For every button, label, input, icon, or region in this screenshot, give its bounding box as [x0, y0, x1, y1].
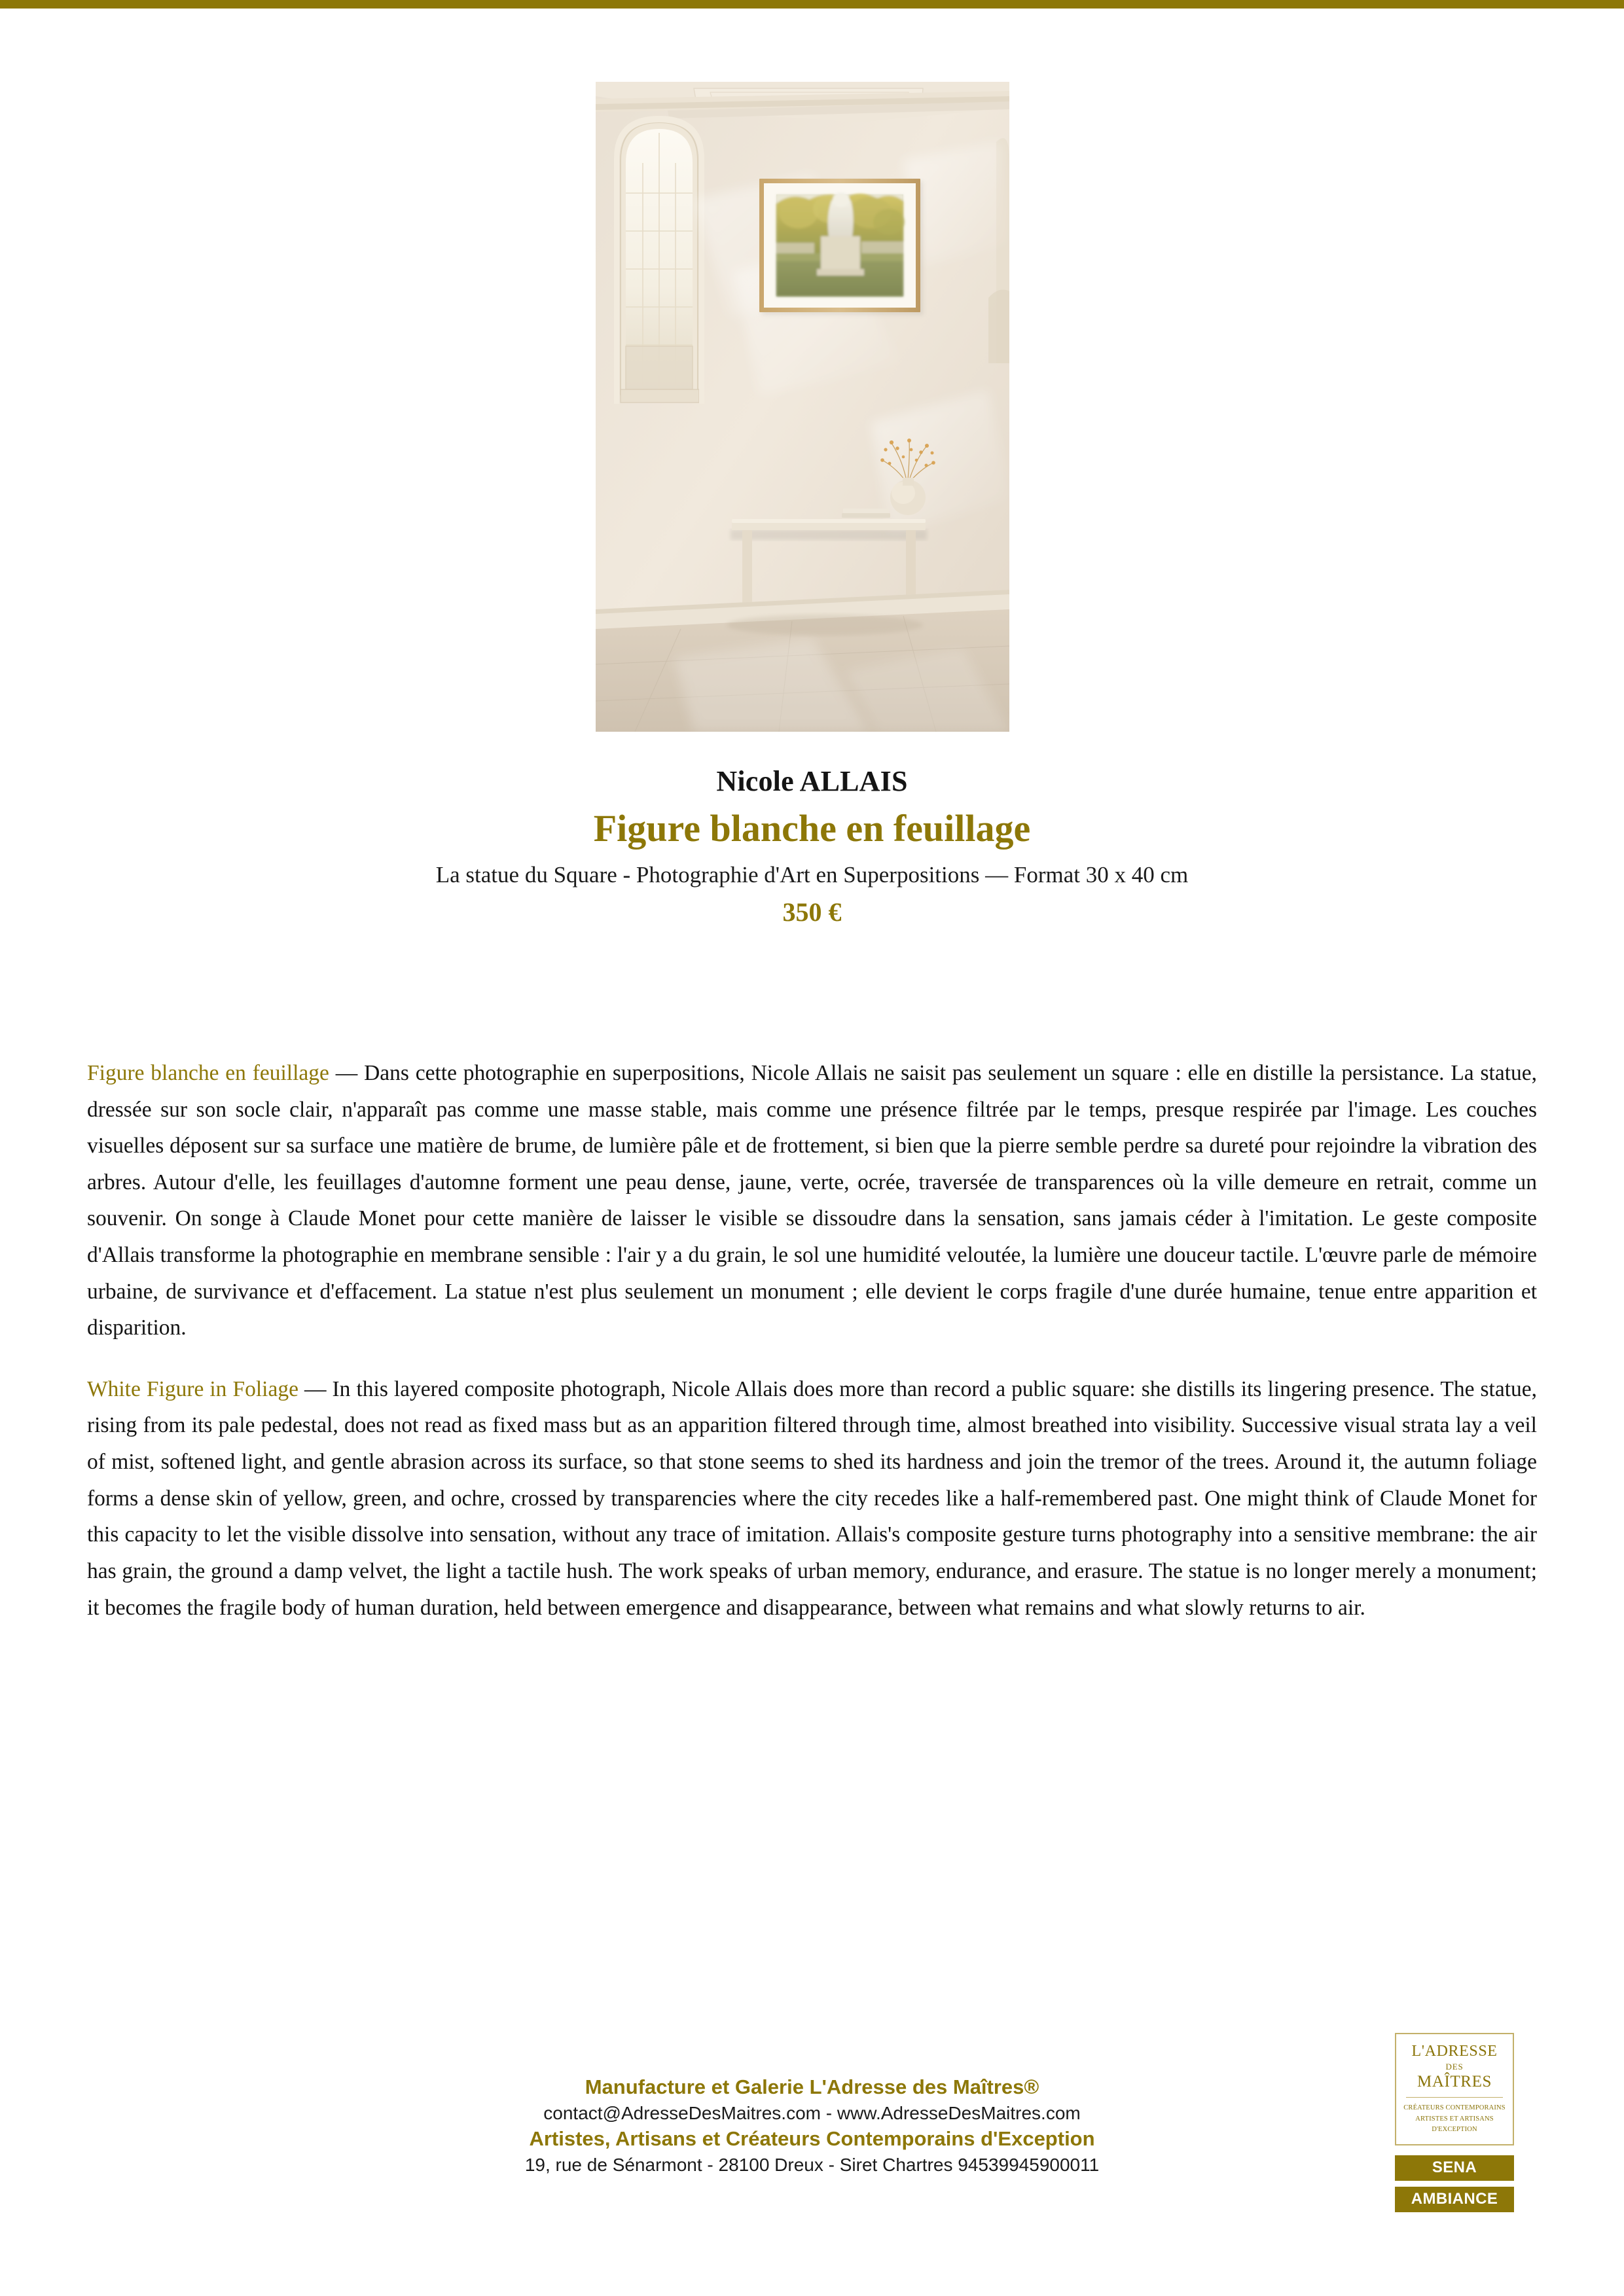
footer: [0, 2073, 1624, 2177]
artwork-price: 350 €: [782, 897, 842, 927]
artwork-image-container: [596, 82, 1009, 732]
description-text-fr: Dans cette photographie en superpositions, Nicole Allais ne saisit pas seulement un square : elle en distille la persistance. La statue, dressée sur son socle clair, n'apparaît pas comme une masse stable, mais comme une présence filtrée par le temps, presque respirée par l'image. Les couches visuelles déposent sur sa surface une matière de brume, de lumière pâle et de frottement, si bien que la pierre semble perdre sa dureté pour rejoindre la vibration des arbres. Autour d'elle, les feuillages d'automne forment une peau dense, jaune, verte, ocrée, traversée de transparences où la ville demeure en retrait, comme un souvenir. On songe à Claude Monet pour cette manière de laisser le visible se dissoudre dans la sensation, sans jamais céder à l'imitation. Le geste composite d'Allais transforme la photographie en membrane sensible : l'air y a du grain, le sol une humidité veloutée, la lumière une douceur tactile. L'œuvre parle de mémoire urbaine, de survivance et d'effacement. La statue n'est plus seulement un monument ; elle devient le corps fragile d'une durée humaine, tenue entre apparition et disparition.: [87, 1061, 1538, 1340]
artist-name: Nicole ALLAIS: [716, 765, 908, 797]
footer-company: Manufacture et Galerie L'Adresse des Maîtres®: [585, 2075, 1039, 2098]
brand-logo-card: [1395, 2033, 1514, 2145]
framed-photograph: [759, 179, 923, 315]
description-paragraph-en: [87, 1371, 1537, 1626]
brand-logo-sub3: D'EXCEPTION: [1432, 2125, 1477, 2133]
badge-sena: SENA: [1395, 2155, 1514, 2181]
description-paragraph-fr: [87, 1055, 1537, 1346]
badge-ambiance: AMBIANCE: [1395, 2187, 1514, 2212]
page-title: Figure blanche en feuillage: [593, 806, 1031, 850]
description-dash-en: —: [298, 1376, 333, 1401]
artwork-heading-block: [0, 764, 1624, 929]
books-stack: [842, 509, 890, 518]
brand-logo-sub1: CRÉATEURS CONTEMPORAINS: [1403, 2104, 1506, 2112]
description-block: [87, 1055, 1537, 1626]
footer-address: 19, rue de Sénarmont - 28100 Dreux - Siret Chartres 94539945900011: [524, 2154, 1100, 2175]
brand-logo-divider: [1406, 2097, 1503, 2098]
footer-tagline: Artistes, Artisans et Créateurs Contemporains d'Exception: [529, 2127, 1095, 2151]
footer-contact[interactable]: contact@AdresseDesMaitres.com - www.AdresseDesMaitres.com: [543, 2102, 1081, 2123]
description-dash-fr: —: [329, 1061, 365, 1085]
brand-block: [1395, 2033, 1514, 2212]
description-text-en: In this layered composite photograph, Nicole Allais does more than record a public square: she distills its lingering presence. The statue, rising from its pale pedestal, does not read as fixed mass but as an apparition filtered through time, almost breathed into visibility. Successive visual strata lay a veil of mist, softened light, and gentle abrasion across its surface, so that stone seems to shed its hardness and join the tremor of the trees. Around it, the autumn foliage forms a dense skin of yellow, green, and ochre, crossed by transparencies where the city recedes like a half-remembered past. One might think of Claude Monet for this capacity to let the visible dissolve into sensation, without any trace of imitation. Allais's composite gesture turns photography into a sensitive membrane: the air has grain, the ground a damp velvet, the light a tactile hush. The work speaks of urban memory, endurance, and erasure. The statue is no longer merely a monument; it becomes the fragile body of human duration, held between emergence and disappearance, between what remains and what slowly returns to air.: [87, 1376, 1538, 1620]
description-lede-en: White Figure in Foliage: [87, 1376, 298, 1401]
brand-logo-line3: MAÎTRES: [1417, 2073, 1492, 2091]
brand-logo-line1: L'ADRESSE: [1411, 2043, 1498, 2060]
brand-logo-sub2: ARTISTES ET ARTISANS: [1415, 2115, 1494, 2123]
top-accent-bar: [0, 0, 1624, 9]
artwork-subtitle: La statue du Square - Photographie d'Art en Superpositions — Format 30 x 40 cm: [435, 861, 1189, 888]
artwork-room-mockup-image: [596, 82, 1009, 732]
brand-logo-line2: DES: [1445, 2061, 1464, 2072]
description-lede-fr: Figure blanche en feuillage: [87, 1061, 329, 1085]
